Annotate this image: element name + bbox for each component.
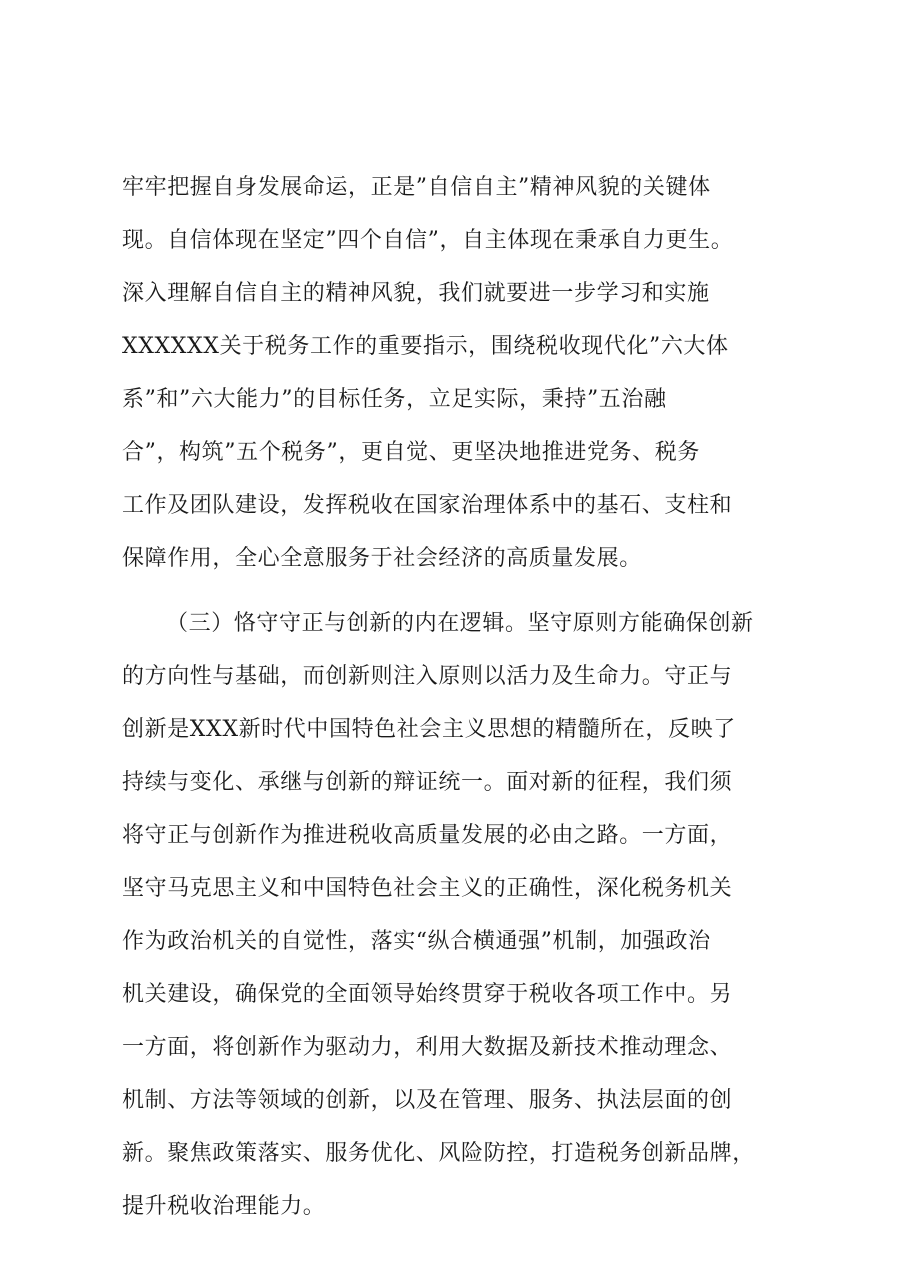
paragraph-1-line-1: 牢牢把握自身发展命运，正是”自信自主”精神风貌的关键体 [122,175,711,200]
paragraph-2-line-9: 一方面，将创新作为驱动力，利用大数据及新技术推动理念、 [122,1035,733,1060]
paragraph-1-line-7: 工作及团队建设，发挥税收在国家治理体系中的基石、支柱和 [122,493,733,518]
paragraph-2-line-11: 新。聚焦政策落实、服务优化、风险防控，打造税务创新品牌， [122,1141,755,1166]
paragraph-2-line-10: 机制、方法等领域的创新，以及在管理、服务、执法层面的创 [122,1088,733,1113]
paragraph-2-line-2: 的方向性与基础，而创新则注入原则以活力及生命力。守正与 [122,664,733,689]
paragraph-1-line-4: XXXXXX关于税务工作的重要指示，围绕税收现代化”六大体 [122,334,729,359]
paragraph-2-line-12: 提升税收治理能力。 [122,1194,326,1219]
paragraph-1-line-6: 合”，构筑”五个税务”，更自觉、更坚决地推进党务、税务 [122,440,700,465]
paragraph-1-line-3: 深入理解自信自主的精神风貌，我们就要进一步学习和实施 [122,281,710,306]
paragraph-2-line-5: 将守正与创新作为推进税收高质量发展的必由之路。一方面， [122,823,733,848]
paragraph-2-line-4: 持续与变化、承继与创新的辩证统一。面对新的征程，我们须 [122,770,733,795]
paragraph-2-line-6: 坚守马克思主义和中国特色社会主义的正确性，深化税务机关 [122,876,733,901]
paragraph-1-line-5: 系”和”六大能力”的目标任务，立足实际，秉持”五治融 [122,387,667,412]
paragraph-2-line-3: 创新是XXX新时代中国特色社会主义思想的精髓所在，反映了 [122,717,736,742]
paragraph-1-line-2: 现。自信体现在坚定”四个自信”，自主体现在秉承自力更生。 [122,228,734,253]
paragraph-1-line-8: 保障作用，全心全意服务于社会经济的高质量发展。 [122,546,642,571]
paragraph-2-line-7: 作为政治机关的自觉性，落实“纵合横通强”机制，加强政治 [122,929,711,954]
paragraph-2-line-1: （三）恪守守正与创新的内在逻辑。坚守原则方能确保创新 [166,611,754,636]
paragraph-2-line-8: 机关建设，确保党的全面领导始终贯穿于税收各项工作中。另 [122,982,733,1007]
